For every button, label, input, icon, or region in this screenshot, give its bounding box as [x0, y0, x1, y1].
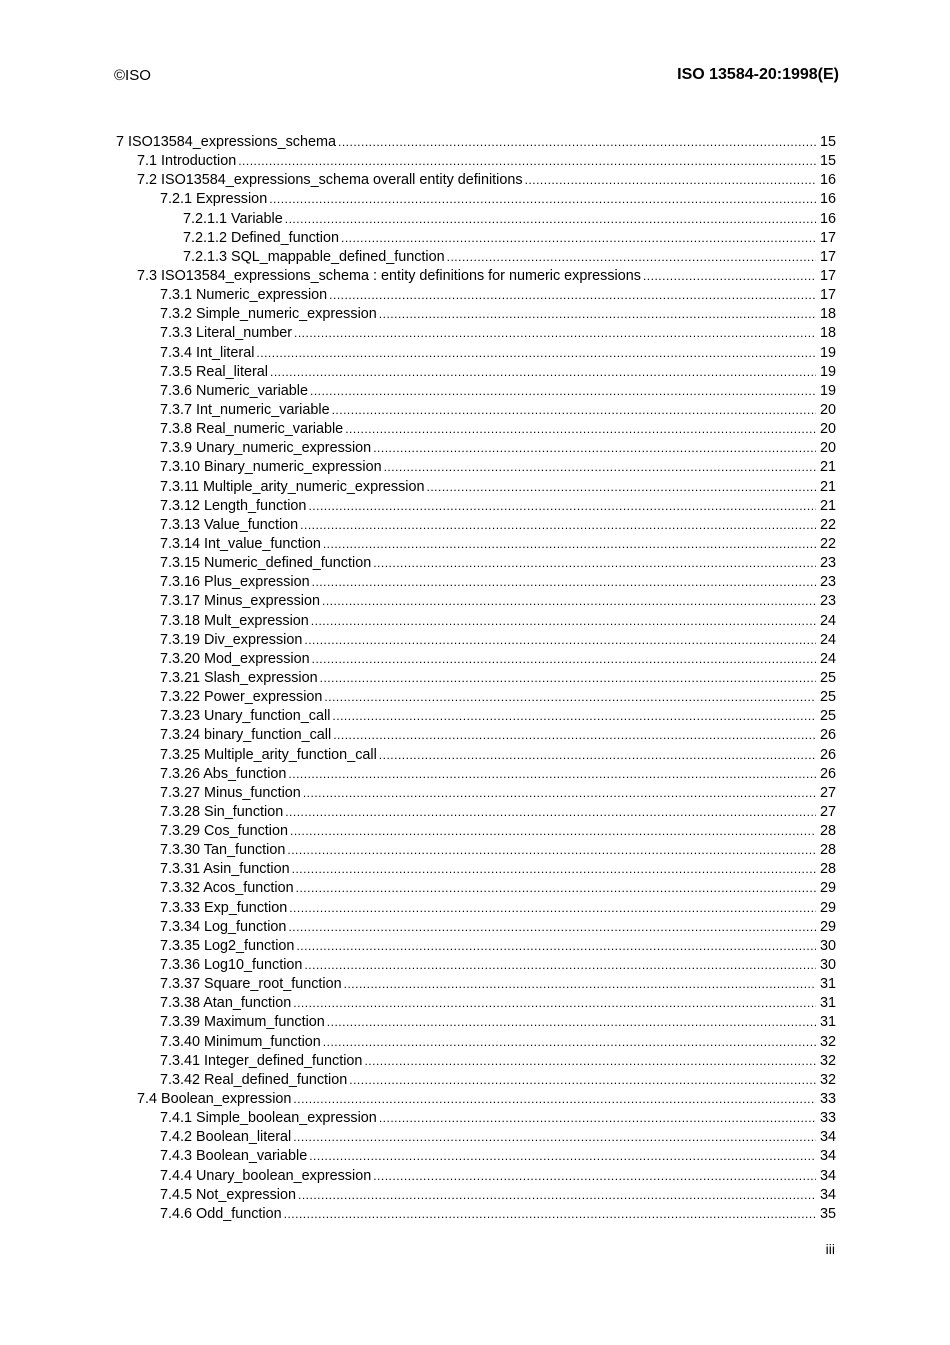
toc-entry-page: 22 [819, 535, 836, 552]
toc-entry-page: 23 [819, 555, 836, 572]
toc-entry[interactable] [116, 937, 836, 956]
toc-entry-title: 7.4.4 Unary_boolean_expression [160, 1167, 372, 1184]
toc-entry[interactable] [116, 650, 836, 669]
toc-entry-title: 7.3.10 Binary_numeric_expression [160, 459, 382, 476]
toc-dot-leader [525, 171, 816, 190]
toc-dot-leader [344, 975, 816, 994]
toc-entry[interactable] [116, 229, 836, 248]
toc-entry[interactable] [116, 267, 836, 286]
header-copyright: ©ISO [114, 67, 151, 84]
toc-entry[interactable] [116, 1128, 836, 1147]
toc-entry-title: 7.3.24 binary_function_call [160, 727, 332, 744]
toc-entry-page: 31 [819, 995, 836, 1012]
toc-entry-title: 7.3.16 Plus_expression [160, 574, 310, 591]
toc-dot-leader [327, 1013, 816, 1032]
toc-entry-title: 7.3.34 Log_function [160, 918, 287, 935]
toc-dot-leader [292, 860, 816, 879]
table-of-contents [116, 133, 836, 1224]
toc-dot-leader [320, 669, 816, 688]
toc-entry[interactable] [116, 458, 836, 477]
toc-entry-title: 7.3.38 Atan_function [160, 995, 292, 1012]
toc-entry[interactable] [116, 554, 836, 573]
toc-entry[interactable] [116, 1033, 836, 1052]
toc-entry-page: 23 [819, 593, 836, 610]
toc-dot-leader [308, 497, 816, 516]
toc-entry-page: 32 [819, 1071, 836, 1088]
toc-entry-title: 7.3.23 Unary_function_call [160, 708, 331, 725]
toc-dot-leader [310, 382, 816, 401]
toc-dot-leader [270, 363, 816, 382]
toc-entry-title: 7.3.6 Numeric_variable [160, 382, 308, 399]
toc-entry-title: 7.3.30 Tan_function [160, 842, 286, 859]
toc-entry-page: 19 [819, 382, 836, 399]
toc-entry-page: 17 [819, 229, 836, 246]
toc-entry-page: 15 [819, 134, 836, 150]
toc-entry-title: 7.3.14 Int_value_function [160, 535, 321, 552]
toc-dot-leader [322, 592, 816, 611]
toc-entry[interactable] [116, 420, 836, 439]
toc-entry-title: 7.3.18 Mult_expression [160, 612, 309, 629]
toc-dot-leader [312, 650, 816, 669]
toc-entry[interactable] [116, 860, 836, 879]
toc-entry-title: 7.3.17 Minus_expression [160, 593, 320, 610]
toc-entry-title: 7.3.41 Integer_defined_function [160, 1052, 363, 1069]
toc-entry[interactable] [116, 1090, 836, 1109]
toc-entry[interactable] [116, 497, 836, 516]
toc-dot-leader [311, 612, 816, 631]
toc-entry-title: 7.3.20 Mod_expression [160, 650, 310, 667]
toc-entry[interactable] [116, 765, 836, 784]
toc-entry[interactable] [116, 899, 836, 918]
toc-entry[interactable] [116, 382, 836, 401]
toc-dot-leader [373, 1167, 816, 1186]
toc-entry-page: 27 [819, 803, 836, 820]
toc-entry[interactable] [116, 784, 836, 803]
toc-entry-title: 7.1 Introduction [137, 153, 237, 170]
toc-entry[interactable] [116, 746, 836, 765]
toc-dot-leader [379, 746, 816, 765]
toc-entry-title: 7 ISO13584_expressions_schema [116, 134, 336, 150]
toc-entry[interactable] [116, 190, 836, 209]
toc-entry-title: 7.4.2 Boolean_literal [160, 1129, 292, 1146]
toc-entry-title: 7.3.8 Real_numeric_variable [160, 421, 344, 438]
toc-dot-leader [373, 439, 816, 458]
toc-entry[interactable] [116, 573, 836, 592]
toc-entry-page: 18 [819, 306, 836, 323]
toc-entry-page: 25 [819, 689, 836, 706]
toc-entry-title: 7.2.1.3 SQL_mappable_defined_function [183, 248, 445, 265]
toc-entry-page: 21 [819, 459, 836, 476]
toc-dot-leader [384, 458, 816, 477]
toc-entry-page: 34 [819, 1129, 836, 1146]
toc-entry-page: 23 [819, 574, 836, 591]
toc-entry-title: 7.3.2 Simple_numeric_expression [160, 306, 377, 323]
toc-dot-leader [293, 1128, 816, 1147]
toc-dot-leader [293, 1090, 816, 1109]
header-standard-number: ISO 13584-20:1998(E) [677, 66, 839, 83]
toc-entry[interactable] [116, 688, 836, 707]
toc-dot-leader [256, 344, 816, 363]
toc-entry-page: 16 [819, 210, 836, 227]
toc-entry-page: 31 [819, 1014, 836, 1031]
toc-dot-leader [447, 248, 816, 267]
toc-entry-page: 24 [819, 631, 836, 648]
toc-entry[interactable] [116, 1071, 836, 1090]
toc-entry[interactable] [116, 133, 836, 152]
toc-dot-leader [298, 1186, 816, 1205]
toc-entry-page: 25 [819, 669, 836, 686]
toc-dot-leader [332, 401, 816, 420]
toc-entry-page: 18 [819, 325, 836, 342]
toc-dot-leader [300, 516, 816, 535]
toc-entry-title: 7.3.15 Numeric_defined_function [160, 555, 372, 572]
toc-entry-page: 28 [819, 861, 836, 878]
toc-entry-page: 29 [819, 918, 836, 935]
toc-entry-page: 24 [819, 650, 836, 667]
toc-entry-page: 20 [819, 440, 836, 457]
toc-dot-leader [293, 994, 816, 1013]
toc-dot-leader [643, 267, 816, 286]
toc-dot-leader [323, 1033, 816, 1052]
toc-entry-page: 17 [819, 287, 836, 304]
toc-entry-title: 7.3.29 Cos_function [160, 823, 289, 840]
toc-entry-page: 17 [819, 248, 836, 265]
toc-entry-title: 7.4 Boolean_expression [137, 1091, 292, 1108]
toc-entry-page: 29 [819, 899, 836, 916]
toc-dot-leader [285, 210, 816, 229]
toc-entry-page: 32 [819, 1052, 836, 1069]
toc-entry[interactable] [116, 401, 836, 420]
toc-dot-leader [287, 841, 816, 860]
toc-entry-title: 7.3.13 Value_function [160, 516, 299, 533]
toc-entry-title: 7.3.25 Multiple_arity_function_call [160, 746, 377, 763]
toc-dot-leader [296, 937, 816, 956]
toc-entry[interactable] [116, 152, 836, 171]
toc-entry-page: 22 [819, 516, 836, 533]
toc-entry[interactable] [116, 994, 836, 1013]
toc-dot-leader [309, 1147, 816, 1166]
toc-dot-leader [373, 554, 816, 573]
toc-entry-title: 7.3.35 Log2_function [160, 937, 295, 954]
toc-dot-leader [333, 726, 816, 745]
toc-entry-title: 7.3 ISO13584_expressions_schema : entity definitions for numeric expressions [137, 267, 641, 284]
toc-dot-leader [296, 879, 816, 898]
toc-entry[interactable] [116, 516, 836, 535]
toc-entry-title: 7.3.21 Slash_expression [160, 669, 318, 686]
toc-dot-leader [341, 229, 816, 248]
toc-entry-page: 27 [819, 784, 836, 801]
toc-entry[interactable] [116, 439, 836, 458]
toc-entry[interactable] [116, 1109, 836, 1128]
toc-entry[interactable] [116, 363, 836, 382]
toc-entry[interactable] [116, 707, 836, 726]
toc-entry-page: 20 [819, 401, 836, 418]
toc-entry-title: 7.3.19 Div_expression [160, 631, 303, 648]
toc-dot-leader [312, 573, 816, 592]
toc-entry-title: 7.3.31 Asin_function [160, 861, 290, 878]
toc-entry-page: 21 [819, 497, 836, 514]
toc-entry[interactable] [116, 478, 836, 497]
toc-entry-title: 7.3.9 Unary_numeric_expression [160, 440, 372, 457]
toc-entry[interactable] [116, 1147, 836, 1166]
toc-dot-leader [284, 1205, 816, 1224]
toc-entry-page: 25 [819, 708, 836, 725]
toc-dot-leader [329, 286, 816, 305]
toc-entry[interactable] [116, 1186, 836, 1205]
toc-entry-title: 7.3.1 Numeric_expression [160, 287, 328, 304]
toc-entry-title: 7.3.36 Log10_function [160, 957, 303, 974]
toc-entry[interactable] [116, 631, 836, 650]
toc-dot-leader [290, 822, 816, 841]
toc-entry-title: 7.3.27 Minus_function [160, 784, 301, 801]
toc-entry-page: 15 [819, 153, 836, 170]
toc-entry[interactable] [116, 803, 836, 822]
toc-dot-leader [304, 956, 816, 975]
toc-dot-leader [364, 1052, 816, 1071]
toc-entry[interactable] [116, 592, 836, 611]
toc-entry[interactable] [116, 612, 836, 631]
toc-entry-title: 7.3.7 Int_numeric_variable [160, 401, 330, 418]
toc-entry[interactable] [116, 669, 836, 688]
toc-dot-leader [269, 190, 816, 209]
toc-entry-title: 7.3.5 Real_literal [160, 363, 268, 380]
toc-entry-page: 29 [819, 880, 836, 897]
toc-entry-page: 35 [819, 1205, 836, 1222]
toc-dot-leader [303, 784, 816, 803]
toc-dot-leader [427, 478, 817, 497]
toc-entry-page: 28 [819, 823, 836, 840]
toc-entry-page: 34 [819, 1167, 836, 1184]
toc-entry-page: 26 [819, 765, 836, 782]
toc-dot-leader [285, 803, 816, 822]
toc-entry-page: 34 [819, 1186, 836, 1203]
toc-entry-page: 19 [819, 363, 836, 380]
toc-entry-title: 7.3.33 Exp_function [160, 899, 288, 916]
toc-entry[interactable] [116, 1052, 836, 1071]
toc-entry-page: 33 [819, 1110, 836, 1127]
toc-entry-page: 21 [819, 478, 836, 495]
toc-entry-title: 7.3.12 Length_function [160, 497, 307, 514]
toc-entry-page: 20 [819, 421, 836, 438]
toc-entry[interactable] [116, 1013, 836, 1032]
toc-dot-leader [324, 688, 816, 707]
toc-dot-leader [304, 631, 816, 650]
toc-dot-leader [294, 324, 816, 343]
toc-entry-title: 7.2.1.2 Defined_function [183, 229, 340, 246]
toc-dot-leader [323, 535, 816, 554]
toc-entry-title: 7.3.37 Square_root_function [160, 976, 342, 993]
toc-entry-page: 28 [819, 842, 836, 859]
toc-entry[interactable] [116, 171, 836, 190]
toc-entry-page: 19 [819, 344, 836, 361]
toc-entry[interactable] [116, 324, 836, 343]
toc-entry-title: 7.4.6 Odd_function [160, 1205, 282, 1222]
toc-entry[interactable] [116, 726, 836, 745]
toc-entry[interactable] [116, 1205, 836, 1224]
toc-entry-title: 7.3.39 Maximum_function [160, 1014, 325, 1031]
toc-entry-title: 7.3.32 Acos_function [160, 880, 294, 897]
toc-entry-page: 31 [819, 976, 836, 993]
toc-dot-leader [238, 152, 816, 171]
toc-dot-leader [288, 765, 816, 784]
toc-dot-leader [349, 1071, 816, 1090]
toc-entry-title: 7.3.40 Minimum_function [160, 1033, 321, 1050]
toc-entry-title: 7.4.3 Boolean_variable [160, 1148, 308, 1165]
toc-entry-title: 7.3.4 Int_literal [160, 344, 255, 361]
toc-entry[interactable] [116, 841, 836, 860]
toc-entry-title: 7.2.1.1 Variable [183, 210, 283, 227]
toc-entry-title: 7.4.5 Not_expression [160, 1186, 296, 1203]
toc-entry[interactable] [116, 535, 836, 554]
toc-entry[interactable] [116, 344, 836, 363]
toc-entry-title: 7.2 ISO13584_expressions_schema overall entity definitions [137, 172, 523, 189]
toc-entry-page: 17 [819, 267, 836, 284]
toc-entry-page: 33 [819, 1091, 836, 1108]
toc-entry[interactable] [116, 248, 836, 267]
toc-entry-title: 7.2.1 Expression [160, 191, 268, 208]
toc-entry-title: 7.4.1 Simple_boolean_expression [160, 1110, 377, 1127]
toc-entry-title: 7.3.26 Abs_function [160, 765, 287, 782]
toc-entry-title: 7.3.42 Real_defined_function [160, 1071, 348, 1088]
toc-entry-page: 30 [819, 937, 836, 954]
toc-dot-leader [379, 305, 816, 324]
toc-dot-leader [288, 918, 816, 937]
toc-entry[interactable] [116, 822, 836, 841]
toc-entry[interactable] [116, 210, 836, 229]
toc-entry-page: 34 [819, 1148, 836, 1165]
toc-entry[interactable] [116, 286, 836, 305]
toc-entry[interactable] [116, 305, 836, 324]
toc-entry[interactable] [116, 956, 836, 975]
page-number: iii [825, 1241, 835, 1257]
toc-entry-page: 16 [819, 172, 836, 189]
toc-dot-leader [379, 1109, 816, 1128]
toc-entry-title: 7.3.28 Sin_function [160, 803, 284, 820]
toc-entry[interactable] [116, 918, 836, 937]
toc-entry-page: 16 [819, 191, 836, 208]
toc-entry-title: 7.3.11 Multiple_arity_numeric_expression [160, 478, 425, 495]
toc-entry[interactable] [116, 879, 836, 898]
toc-entry-title: 7.3.22 Power_expression [160, 689, 323, 706]
toc-entry-page: 32 [819, 1033, 836, 1050]
toc-entry-page: 26 [819, 727, 836, 744]
toc-entry-page: 26 [819, 746, 836, 763]
toc-dot-leader [338, 133, 816, 152]
toc-dot-leader [289, 899, 816, 918]
toc-entry-page: 30 [819, 957, 836, 974]
toc-dot-leader [332, 707, 816, 726]
toc-entry[interactable] [116, 975, 836, 994]
toc-entry-page: 24 [819, 612, 836, 629]
toc-entry-title: 7.3.3 Literal_number [160, 325, 292, 342]
toc-dot-leader [345, 420, 816, 439]
toc-entry[interactable] [116, 1167, 836, 1186]
